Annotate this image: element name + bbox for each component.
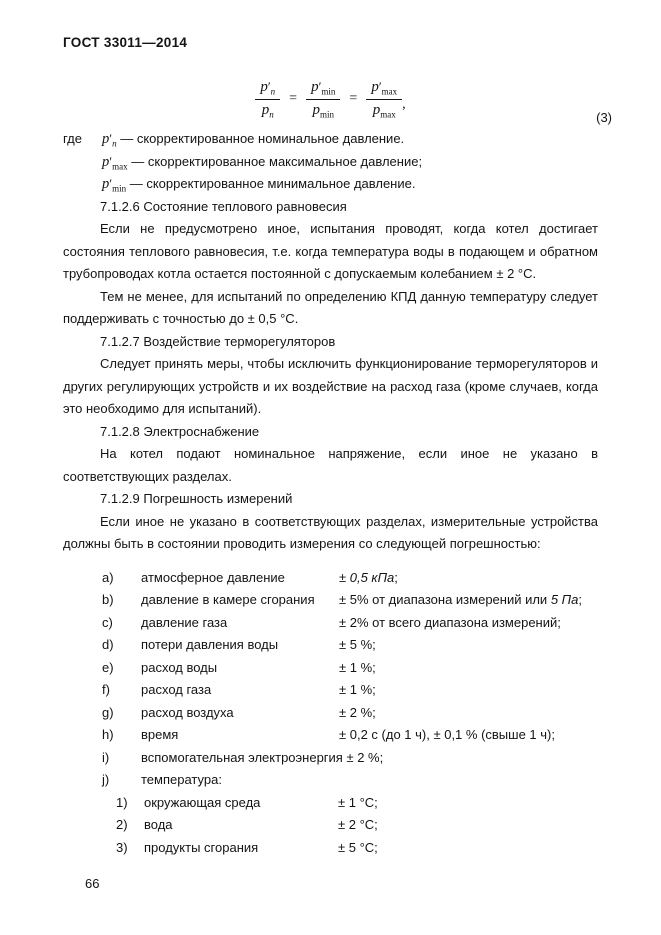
fraction-max: $\frac{p'_{max}}{p_{max}}$ (366, 79, 402, 119)
where-block (63, 128, 598, 196)
formula-number: (3) (596, 110, 612, 125)
where-line (63, 151, 598, 174)
tolerance-row: d) потери давления воды ± 5 %; (102, 637, 376, 652)
tolerance-row: c) давление газа ± 2% от всего диапазона измерений; (102, 614, 561, 630)
term-p-nominal: $p'_n$ (102, 131, 117, 149)
tolerance-row: a) атмосферное давление ± 0,5 кПа; (102, 569, 398, 585)
tolerance-list (63, 570, 598, 863)
fraction-min: $\frac{p'_{min}}{p_{min}}$ (306, 79, 340, 119)
tolerance-row: f) расход газа ± 1 %; (102, 682, 376, 697)
tolerance-row: h) время ± 0,2 с (до 1 ч), ± 0,1 % (свыше 1 ч); (102, 727, 555, 742)
where-line (63, 173, 598, 196)
tolerance-subrow: 2) вода ± 2 °С; (116, 817, 378, 832)
tolerance-row: i) вспомогательная электроэнергия ± 2 %; (102, 749, 384, 765)
tolerance-row: e) расход воды ± 1 %; (102, 659, 376, 675)
equals-sign: = (349, 91, 358, 106)
where-text: — скорректированное номинальное давление. (120, 131, 405, 146)
page-content (63, 0, 612, 862)
page-number: 66 (85, 876, 100, 891)
tolerance-subrow: 3) продукты сгорания ± 5 °С; (116, 839, 378, 855)
where-text: — скорректированное минимальное давление. (129, 176, 416, 191)
paragraph: Если не предусмотрено иное, испытания проводят, когда котел достигает состояния теплового равновесия, т.е. когда температура воды в подающем и обратном трубопроводах котла остается постоянной с допускаемым колебанием ± 2 °С. (63, 221, 598, 281)
tolerance-row: b) давление в камере сгорания ± 5% от диапазона измерений или 5 Па; (102, 592, 582, 607)
paragraph: Тем не менее, для испытаний по определению КПД данную температуру следует поддерживать с точностью до ± 0,5 °С. (63, 288, 598, 326)
paragraph: На котел подают номинальное напряжение, если иное не указано в соответствующих разделах. (63, 446, 598, 484)
term-p-max: $p'_{max}$ (102, 153, 128, 172)
body-text (63, 196, 598, 556)
term-p-min: $p'_{min}$ (102, 176, 127, 194)
section-heading-7126: 7.1.2.6 Состояние теплового равновесия (100, 198, 347, 214)
document-title: ГОСТ 33011—2014 (63, 35, 188, 50)
paragraph: Следует принять меры, чтобы исключить функционирование терморегуляторов и других регулирующих устройств и их воздействие на расход газа (кроме случаев, когда это необходимо для испытаний). (63, 356, 598, 416)
fraction-nominal: $\frac{p'_n}{p_n}$ (255, 79, 280, 119)
formula (63, 77, 612, 125)
section-heading-7129: 7.1.2.9 Погрешность измерений (100, 491, 293, 506)
section-heading-7128: 7.1.2.8 Электроснабжение (100, 423, 260, 439)
formula-comma: , (402, 97, 406, 112)
paragraph: Если иное не указано в соответствующих разделах, измерительные устройства должны быть в состоянии проводить измерения со следующей погрешностью: (63, 513, 598, 551)
where-line: где $p'_n$ — скорректированное номинальное давление. (63, 131, 405, 149)
where-text: — скорректированное максимальное давление; (131, 153, 423, 169)
tolerance-subrow: 1) окружающая среда ± 1 °С; (116, 794, 378, 810)
tolerance-row: j) температура: (102, 772, 222, 787)
tolerance-row: g) расход воздуха ± 2 %; (102, 704, 376, 720)
equals-sign: = (289, 91, 298, 106)
section-heading-7127: 7.1.2.7 Воздействие терморегуляторов (100, 333, 336, 349)
